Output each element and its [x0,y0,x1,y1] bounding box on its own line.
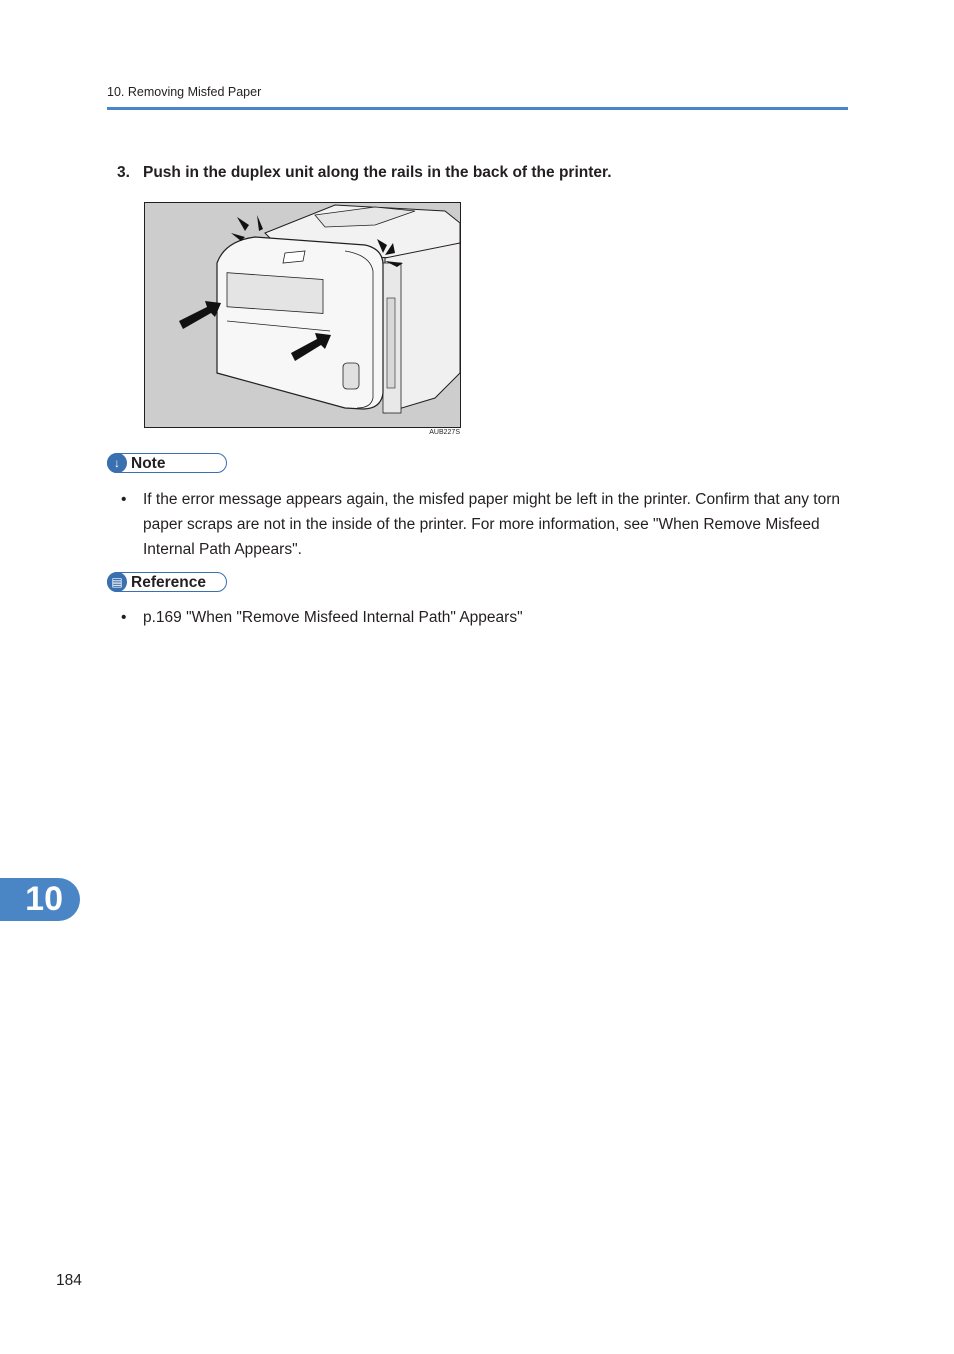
reference-label: Reference [131,574,206,591]
printer-illustration [144,202,461,428]
note-bullet-text: If the error message appears again, the misfed paper might be left in the printer. Confirm that any torn paper scraps are not in the inside of the printer. For more information, see "When Remove Misfeed Internal Path Appears". [143,491,841,558]
reference-link[interactable]: p.169 "When "Remove Misfeed Internal Path" Appears" [143,609,523,626]
step-text: Push in the duplex unit along the rails in the back of the printer. [143,164,612,181]
reference-bullet-item [121,605,851,630]
note-arrow-icon: ↓ [107,453,127,473]
note-heading [107,453,227,473]
reference-book-icon: ▤ [107,572,127,592]
bullet-dot: • [121,491,127,508]
step-number: 3. [117,164,130,181]
note-label: Note [131,455,166,472]
reference-heading [107,572,227,592]
running-header: 10. Removing Misfed Paper [107,85,262,99]
step-instruction [117,164,612,182]
chapter-tab: 10 [0,878,80,921]
figure-code: AUB227S [429,429,460,436]
header-rule [107,107,848,110]
page-number: 184 [56,1272,82,1289]
bullet-dot: • [121,609,127,626]
note-bullet-item [121,487,851,562]
duplex-unit-drawing [145,203,460,427]
